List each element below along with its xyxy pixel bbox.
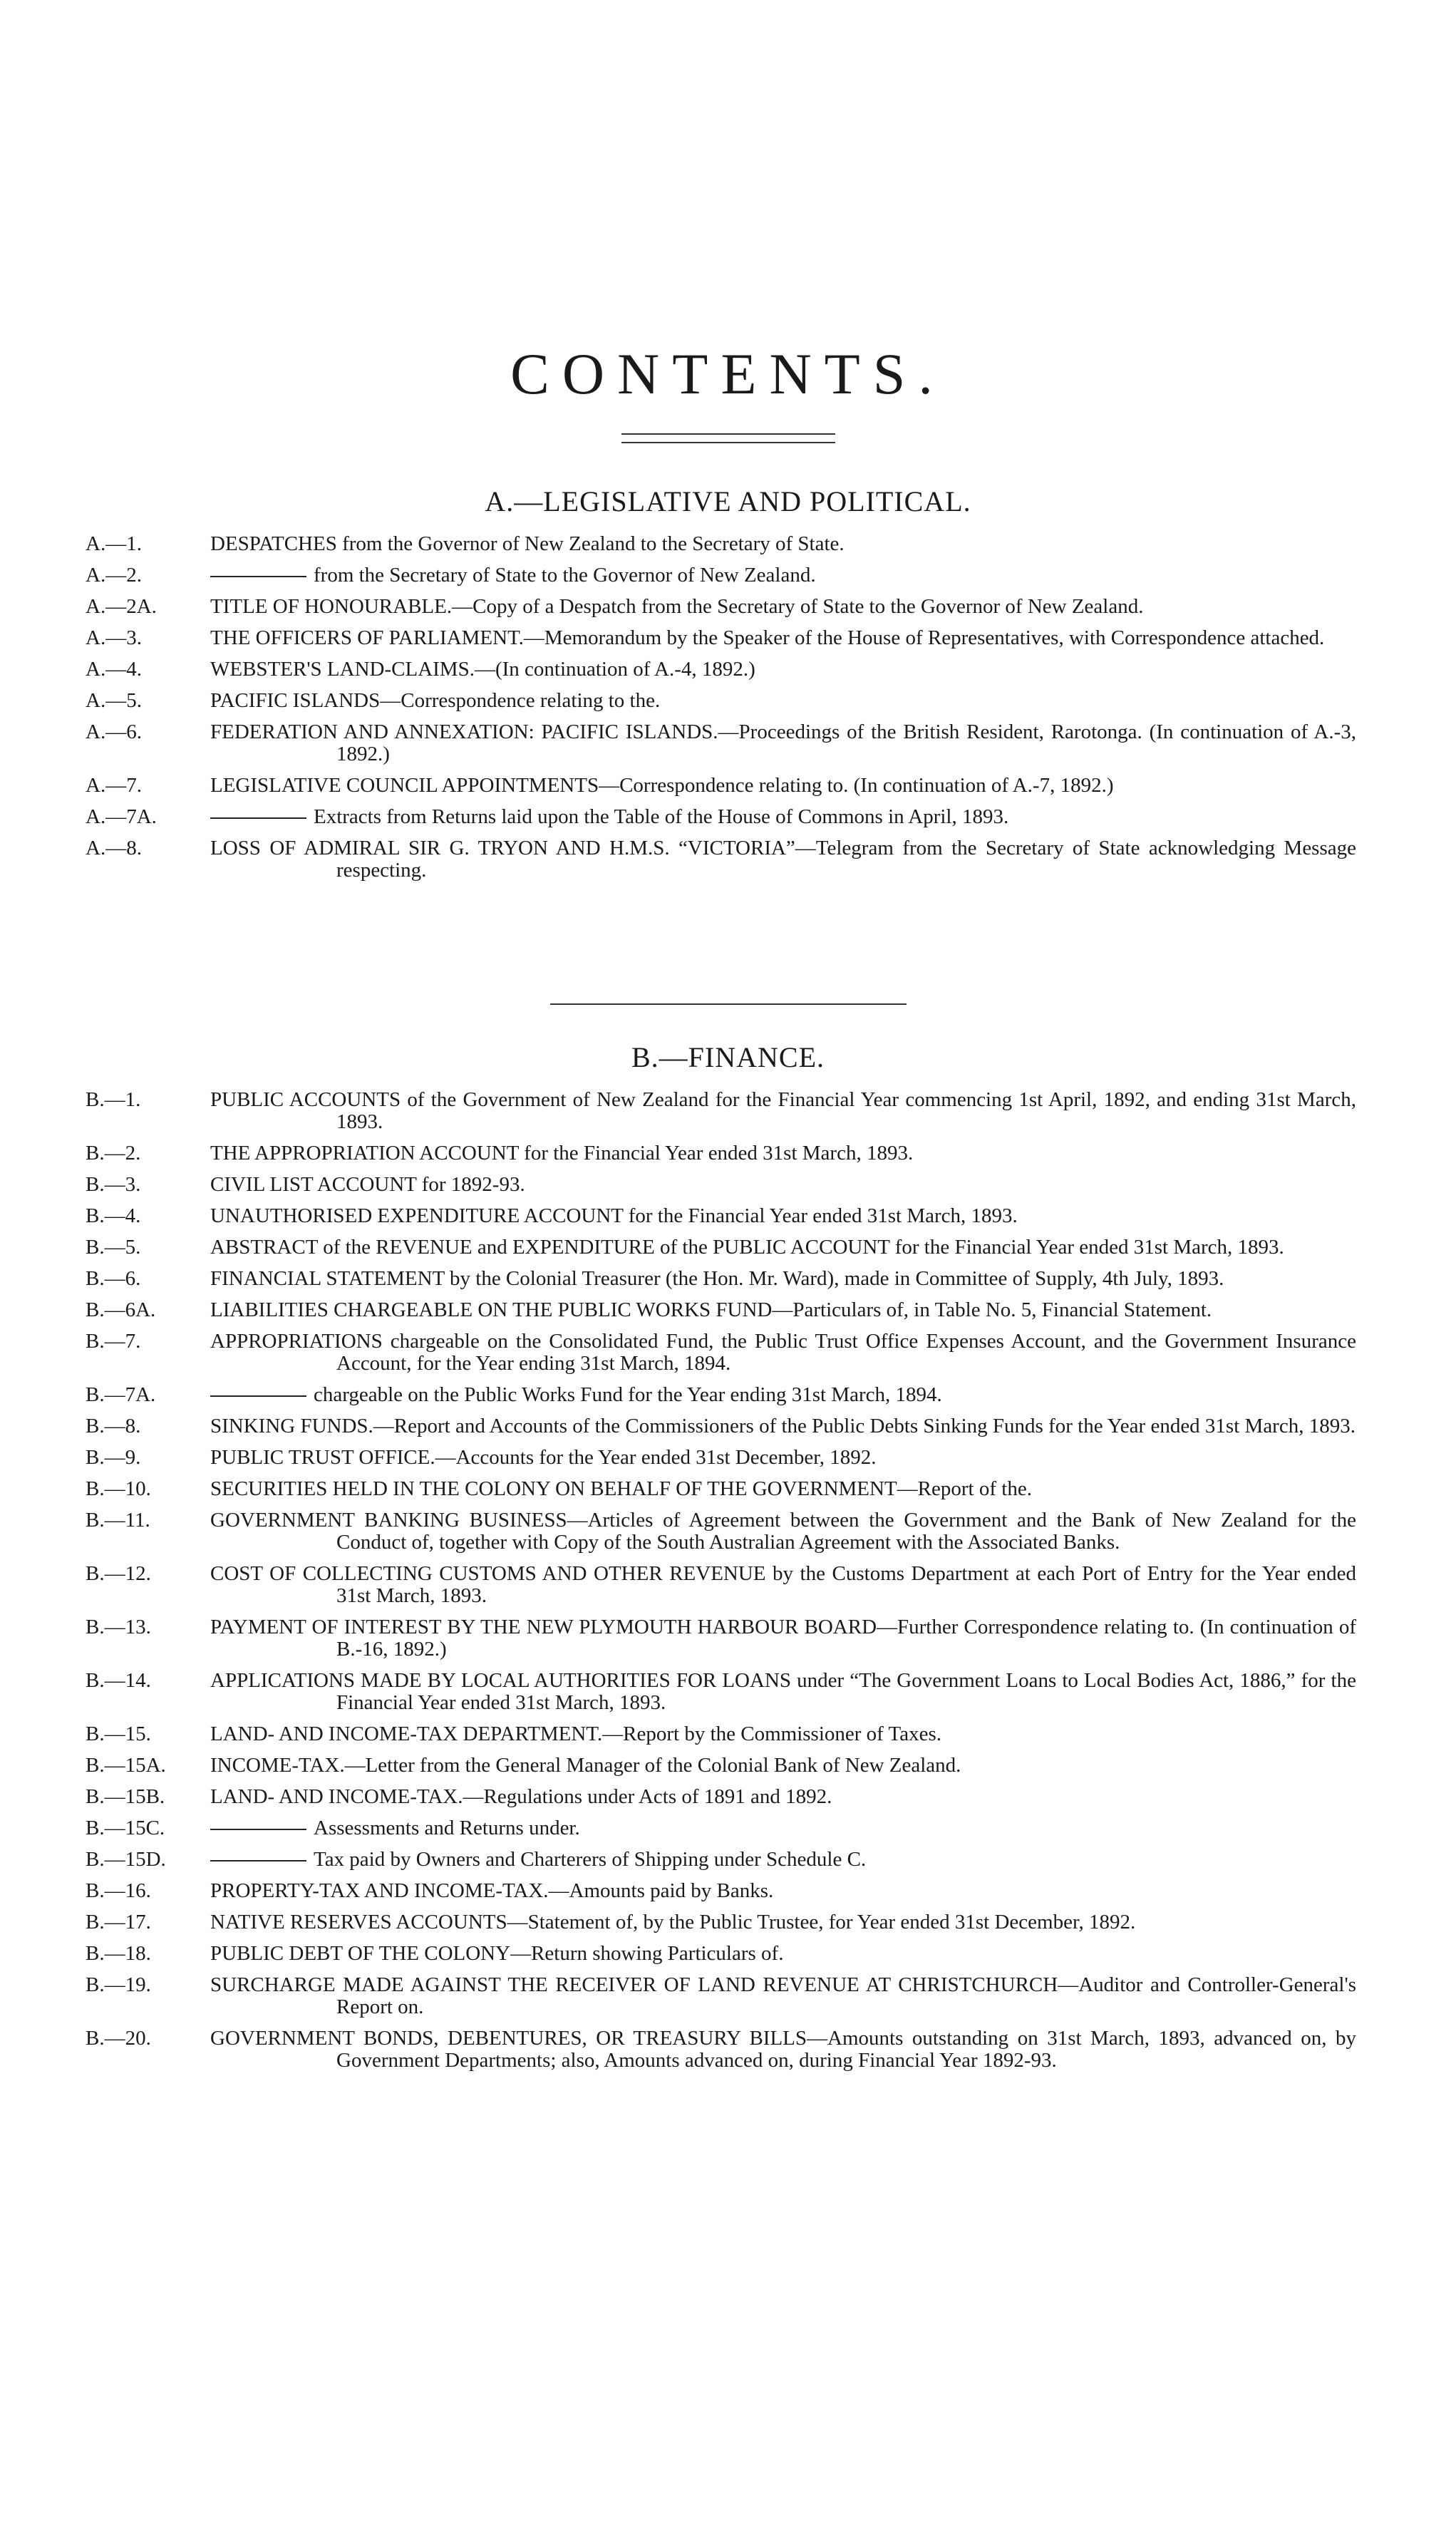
- entry-description: [210, 1943, 1356, 1965]
- entry-code: B.—3.: [86, 1173, 141, 1196]
- entry-text: SURCHARGE MADE AGAINST THE RECEIVER OF LAND REVENUE AT CHRISTCHURCH—Auditor and Controller-General's Report on.: [210, 1973, 1356, 2018]
- contents-entry: [0, 2028, 1456, 2072]
- contents-entry: [0, 596, 1456, 618]
- contents-entry: [0, 1415, 1456, 1437]
- entry-code: B.—15C.: [86, 1817, 165, 1839]
- entry-description: [210, 1563, 1356, 1607]
- entry-text: NATIVE RESERVES ACCOUNTS—Statement of, by the Public Trustee, for Year ended 31st December, 1892.: [210, 1911, 1136, 1933]
- entry-text: APPLICATIONS MADE BY LOCAL AUTHORITIES FOR LOANS under “The Government Loans to Local Bodies Act, 1886,” for the Financial Year ended 31st March, 1893.: [210, 1669, 1356, 1714]
- entry-description: [210, 533, 1356, 555]
- contents-entry: [0, 1723, 1456, 1745]
- contents-entry: [0, 1509, 1456, 1554]
- entry-code: B.—17.: [86, 1911, 151, 1933]
- entry-description: [210, 1415, 1356, 1437]
- entry-code: A.—2A.: [86, 595, 157, 618]
- contents-entry: [0, 1331, 1456, 1375]
- entry-code: B.—12.: [86, 1562, 151, 1585]
- contents-entry: [0, 1478, 1456, 1500]
- ditto-dash: [210, 1395, 306, 1397]
- entry-text: PUBLIC DEBT OF THE COLONY—Return showing Particulars of.: [210, 1942, 784, 1965]
- ditto-dash: [210, 1829, 306, 1830]
- entry-text: INCOME-TAX.—Letter from the General Manager of the Colonial Bank of New Zealand.: [210, 1754, 961, 1777]
- entry-description: [210, 806, 1356, 828]
- entry-text: DESPATCHES from the Governor of New Zealand to the Secretary of State.: [210, 532, 845, 555]
- entry-text: FEDERATION AND ANNEXATION: PACIFIC ISLANDS.—Proceedings of the British Resident, Rarotonga. (In continuation of A.-3, 1892.): [210, 721, 1356, 765]
- entry-description: [210, 775, 1356, 797]
- entry-code: B.—15A.: [86, 1754, 166, 1777]
- entry-description: [210, 1384, 1356, 1406]
- contents-entry: [0, 1563, 1456, 1607]
- entry-text: PACIFIC ISLANDS—Correspondence relating to the.: [210, 689, 661, 712]
- entry-description: [210, 1755, 1356, 1777]
- contents-entry: [0, 1670, 1456, 1714]
- ditto-dash: [210, 817, 306, 819]
- entry-text: LAND- AND INCOME-TAX.—Regulations under Acts of 1891 and 1892.: [210, 1785, 832, 1808]
- entry-code: B.—7A.: [86, 1383, 156, 1406]
- entry-text: APPROPRIATIONS chargeable on the Consolidated Fund, the Public Trust Office Expenses Account, and the Government Insurance Account, for the Year ending 31st March, 1894.: [210, 1330, 1356, 1375]
- entry-description: [210, 1723, 1356, 1745]
- entry-description: [210, 1331, 1356, 1375]
- section-b-entries: [0, 1089, 1456, 2081]
- section-divider: [550, 1003, 907, 1005]
- entry-code: B.—16.: [86, 1879, 151, 1902]
- entry-code: B.—19.: [86, 1973, 151, 1996]
- contents-entry: [0, 1974, 1456, 2018]
- entry-text: ABSTRACT of the REVENUE and EXPENDITURE of the PUBLIC ACCOUNT for the Financial Year ended 31st March, 1893.: [210, 1236, 1284, 1259]
- entry-text: chargeable on the Public Works Fund for the Year ending 31st March, 1894.: [314, 1383, 942, 1406]
- entry-code: A.—4.: [86, 658, 142, 681]
- contents-entry: [0, 1943, 1456, 1965]
- entry-text: from the Secretary of State to the Governor of New Zealand.: [314, 564, 816, 587]
- entry-code: B.—18.: [86, 1942, 151, 1965]
- entry-code: B.—2.: [86, 1142, 141, 1165]
- entry-code: B.—9.: [86, 1446, 141, 1469]
- contents-entry: [0, 627, 1456, 649]
- ditto-dash: [210, 1860, 306, 1862]
- entry-description: [210, 2028, 1356, 2072]
- entry-code: B.—15.: [86, 1723, 151, 1745]
- entry-description: [210, 1974, 1356, 2018]
- contents-entry: [0, 1911, 1456, 1933]
- entry-description: [210, 1205, 1356, 1227]
- entry-text: TITLE OF HONOURABLE.—Copy of a Despatch from the Secretary of State to the Governor of New Zealand.: [210, 595, 1144, 618]
- entry-description: [210, 721, 1356, 765]
- entry-description: [210, 1299, 1356, 1321]
- section-heading-b: B.—FINANCE.: [631, 1041, 825, 1073]
- contents-entry: [0, 1174, 1456, 1196]
- entry-code: B.—13.: [86, 1616, 151, 1638]
- entry-text: LEGISLATIVE COUNCIL APPOINTMENTS—Correspondence relating to. (In continuation of A.-7, 1892.): [210, 774, 1114, 797]
- entry-description: [210, 1236, 1356, 1259]
- entry-description: [210, 627, 1356, 649]
- entry-text: PUBLIC ACCOUNTS of the Government of New Zealand for the Financial Year commencing 1st April, 1892, and ending 31st March, 1893.: [210, 1088, 1356, 1133]
- contents-entry: [0, 1616, 1456, 1661]
- title-double-rule: [621, 433, 835, 443]
- entry-text: CIVIL LIST ACCOUNT for 1892-93.: [210, 1173, 525, 1196]
- entry-code: B.—6.: [86, 1267, 141, 1290]
- entry-text: GOVERNMENT BONDS, DEBENTURES, OR TREASURY BILLS—Amounts outstanding on 31st March, 1893, advanced on, by Government Departments; also, Amounts advanced on, during Financial Year 1892-93.: [210, 2027, 1356, 2072]
- entry-text: PUBLIC TRUST OFFICE.—Accounts for the Year ended 31st December, 1892.: [210, 1446, 877, 1469]
- entry-code: B.—8.: [86, 1415, 141, 1437]
- entry-text: SECURITIES HELD IN THE COLONY ON BEHALF OF THE GOVERNMENT—Report of the.: [210, 1477, 1032, 1500]
- entry-text: GOVERNMENT BANKING BUSINESS—Articles of Agreement between the Government and the Bank of New Zealand for the Conduct of, together with Copy of the South Australian Agreement with the Associated Banks.: [210, 1509, 1356, 1554]
- entry-code: A.—8.: [86, 837, 142, 859]
- contents-entry: [0, 1880, 1456, 1902]
- contents-entry: [0, 564, 1456, 587]
- entry-text: THE OFFICERS OF PARLIAMENT.—Memorandum by the Speaker of the House of Representatives, with Correspondence attached.: [210, 626, 1325, 649]
- entry-code: B.—14.: [86, 1669, 151, 1692]
- entry-text: PROPERTY-TAX AND INCOME-TAX.—Amounts paid by Banks.: [210, 1879, 774, 1902]
- entry-code: B.—1.: [86, 1088, 141, 1111]
- entry-description: [210, 1616, 1356, 1661]
- entry-code: B.—15D.: [86, 1848, 166, 1871]
- entry-code: A.—7.: [86, 774, 142, 797]
- entry-text: PAYMENT OF INTEREST BY THE NEW PLYMOUTH HARBOUR BOARD—Further Correspondence relating to. (In continuation of B.-16, 1892.): [210, 1616, 1356, 1661]
- contents-entry: [0, 1817, 1456, 1839]
- entry-code: B.—20.: [86, 2027, 151, 2050]
- contents-entry: [0, 1755, 1456, 1777]
- contents-entry: [0, 1299, 1456, 1321]
- entry-text: LOSS OF ADMIRAL SIR G. TRYON AND H.M.S. “VICTORIA”—Telegram from the Secretary of State acknowledging Message respecting.: [210, 837, 1356, 882]
- entry-description: [210, 659, 1356, 681]
- contents-entry: [0, 1384, 1456, 1406]
- entry-code: A.—6.: [86, 721, 142, 743]
- section-heading-a: A.—LEGISLATIVE AND POLITICAL.: [485, 485, 971, 517]
- entry-description: [210, 596, 1356, 618]
- entry-text: Extracts from Returns laid upon the Table of the House of Commons in April, 1893.: [314, 805, 1009, 828]
- entry-code: B.—5.: [86, 1236, 141, 1259]
- entry-code: A.—2.: [86, 564, 142, 587]
- entry-description: [210, 1142, 1356, 1165]
- entry-text: FINANCIAL STATEMENT by the Colonial Treasurer (the Hon. Mr. Ward), made in Committee of Supply, 4th July, 1893.: [210, 1267, 1224, 1290]
- entry-description: [210, 690, 1356, 712]
- entry-text: Assessments and Returns under.: [314, 1817, 580, 1839]
- entry-text: LIABILITIES CHARGEABLE ON THE PUBLIC WORKS FUND—Particulars of, in Table No. 5, Financial Statement.: [210, 1298, 1212, 1321]
- contents-entry: [0, 775, 1456, 797]
- entry-code: A.—5.: [86, 689, 142, 712]
- contents-entry: [0, 1142, 1456, 1165]
- entry-description: [210, 1509, 1356, 1554]
- entry-text: LAND- AND INCOME-TAX DEPARTMENT.—Report by the Commissioner of Taxes.: [210, 1723, 942, 1745]
- entry-text: SINKING FUNDS.—Report and Accounts of the Commissioners of the Public Debts Sinking Funds for the Year ended 31st March, 1893.: [210, 1415, 1356, 1437]
- page-title: CONTENTS.: [510, 341, 946, 406]
- entry-description: [210, 1849, 1356, 1871]
- contents-entry: [0, 659, 1456, 681]
- contents-entry: [0, 721, 1456, 765]
- entry-code: A.—1.: [86, 532, 142, 555]
- entry-text: THE APPROPRIATION ACCOUNT for the Financial Year ended 31st March, 1893.: [210, 1142, 914, 1165]
- entry-description: [210, 1268, 1356, 1290]
- entry-code: A.—3.: [86, 626, 142, 649]
- ditto-dash: [210, 576, 306, 577]
- entry-description: [210, 1089, 1356, 1133]
- contents-entry: [0, 1268, 1456, 1290]
- entry-description: [210, 1880, 1356, 1902]
- entry-description: [210, 1817, 1356, 1839]
- contents-entry: [0, 690, 1456, 712]
- entry-code: B.—7.: [86, 1330, 141, 1353]
- contents-entry: [0, 1236, 1456, 1259]
- entry-text: Tax paid by Owners and Charterers of Shipping under Schedule C.: [314, 1848, 867, 1871]
- entry-code: B.—6A.: [86, 1298, 156, 1321]
- entry-description: [210, 837, 1356, 882]
- entry-code: A.—7A.: [86, 805, 157, 828]
- entry-description: [210, 564, 1356, 587]
- entry-code: B.—15B.: [86, 1785, 165, 1808]
- entry-code: B.—4.: [86, 1204, 141, 1227]
- entry-description: [210, 1447, 1356, 1469]
- entry-description: [210, 1478, 1356, 1500]
- contents-entry: [0, 1205, 1456, 1227]
- entry-description: [210, 1670, 1356, 1714]
- entry-description: [210, 1174, 1356, 1196]
- contents-entry: [0, 533, 1456, 555]
- entry-text: WEBSTER'S LAND-CLAIMS.—(In continuation of A.-4, 1892.): [210, 658, 755, 681]
- contents-entry: [0, 837, 1456, 882]
- contents-entry: [0, 1849, 1456, 1871]
- entry-text: UNAUTHORISED EXPENDITURE ACCOUNT for the Financial Year ended 31st March, 1893.: [210, 1204, 1018, 1227]
- contents-entry: [0, 1089, 1456, 1133]
- entry-code: B.—10.: [86, 1477, 151, 1500]
- contents-entry: [0, 806, 1456, 828]
- entry-text: COST OF COLLECTING CUSTOMS AND OTHER REVENUE by the Customs Department at each Port of Entry for the Year ended 31st March, 1893.: [210, 1562, 1356, 1607]
- section-a-entries: [0, 533, 1456, 891]
- entry-description: [210, 1786, 1356, 1808]
- contents-entry: [0, 1786, 1456, 1808]
- entry-code: B.—11.: [86, 1509, 150, 1532]
- entry-description: [210, 1911, 1356, 1933]
- contents-entry: [0, 1447, 1456, 1469]
